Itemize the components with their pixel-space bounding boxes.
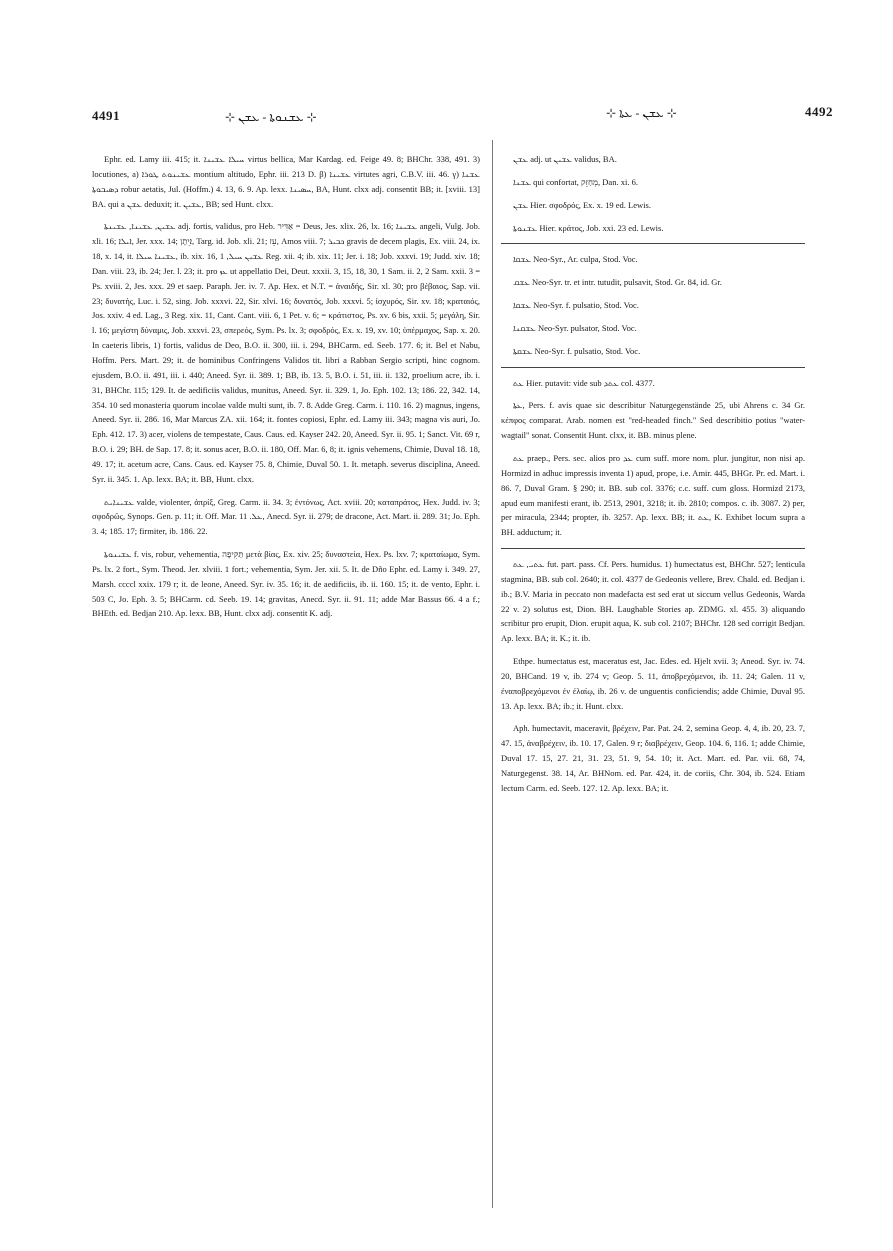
entry-paragraph: Aph. humectavit, maceravit, βρέχειν, Par. Pat. 24. 2, semina Geop. 4, 4, ib. 20, 23. 7, 47. 15, ἀναβρέχειν, ib. 10. 17, Galen. 9 r; διαβρέχειν, Geop. 104. 6, 116. 1; adde Chimie, Duval 17. 15, 27. 21, 31. 23, 51. 9, 54. 10; it. Act. Mart. ed. Par. vii. 68, 74, Naturgegenst. 38. 14, Ar. BHNom. ed. Par. 424, it. de coriis, Chr. 304, ib. 524. Etiam lectum Carm. ed. Seeb. 127. 12. Ap. lexx. BA; it.: [501, 723, 805, 793]
left-column: [92, 152, 480, 1202]
left-page-number: 4491: [92, 108, 120, 123]
entry-paragraph: ܥܫܢ adj. ut ܥܫܝܢ validus, BA.: [513, 154, 617, 164]
entry-paragraph: ܥܫܝܢܐܝܬ valde, violenter, ἀπρίξ, Greg. Carm. ii. 34. 3; ἐντόνως, Act. xviii. 20; καταπράτος, Hex. Judd. iv. 3; σφοδρῶς, Synops. Gen. p. 11; it. Off. Mar. ܥܠ. 11, Anecd. Syr. ii. 279; de dracone, Act. Mart. ii. 289. 31; Jo. Eph. 3. 4; 185. 17; firmiter, ib. 186. 22.: [92, 496, 480, 537]
entry-paragraph: Ethpe. humectatus est, maceratus est, Jac. Edes. ed. Hjelt xvii. 3; Aneod. Syr. iv. 74. 20, BHCand. 19 v, ib. 274 v; Geop. 5. 11, ἀποβρεχόμενοι, ib. 11. 24; Galen. 11 v, ἐναποβρεχόμενοι ἐν ἐλαίῳ, ib. 26 v. de unguentis conficiendis; adde Chimie, Duval 95. 13. Ap. lexx. BA; ib.; it. Hunt. clxx.: [501, 656, 805, 711]
page-header: [0, 106, 893, 128]
section-divider: [501, 243, 805, 244]
entry-paragraph: ܥܫܢ Hier. σφοδρός, Ex. x. 19 ed. Lewis.: [513, 199, 651, 210]
entry-paragraph: Ephr. ed. Lamy iii. 415; it. ܚܝܠܐ ܥܫܝܢܐ virtus bellica, Mar Kardag. ed. Feige 49. 8; BHChr. 338, 491. 3) locutiones, a) ܥܫܝܢܘܬ ܛܘܪܐ montium altitudo, Ephr. iii. 213 D. β) ܥܫܝܢܐ virtutes agri, C.B.V. iii. 46. γ) ܥܫܢܐ ܕܣܝܒܘܬܐ robur aetatis, Jul. (Hoffm.) 4. 13, 6. 9. Ap. lexx. ܚܣܝܢܐ, BA, Hunt. clxx adj. consentit BB; it. [xviii. 13] BA. qui a ܥܫܢ deduxit; it. ܥܫܝܢ, BB; sed Hunt. clxx.: [92, 154, 480, 209]
entry-paragraph: ܥܫܩܬܐ Neo-Syr. f. pulsatio, Stod. Voc.: [513, 345, 641, 356]
entry-paragraph: ܥܫܩ Neo-Syr. tr. et intr. tutudit, pulsavit, Stod. Gr. 84, id. Gr.: [513, 277, 722, 288]
column-divider: [492, 140, 493, 1208]
entry-paragraph: ܥܬܐ, Pers. f. avis quae sic describitur Naturgegenstände 25, ubi Ahrens c. 34 Gr. κέπφος comparat. Arab. nomen est "red-headed finch." Sed describitio potius "water-wagtail" sonat. Consentit Hunt. clxx, it. BB. minus plene.: [501, 400, 805, 441]
entry-paragraph: ܥܫܩܐ Neo-Syr. f. pulsatio, Stod. Voc.: [513, 300, 639, 311]
entry-paragraph: ܥܬ praep., Pers. sec. alios pro ܥܕ cum suff. more nom. plur. jungitur, non nisi ap. Hormizd in adhuc impressis inventa 1) apud, prope, i.e. Amir. 445, BHGr. Pr. ed. Mart. i. 86. 7, Duval Gram. § 290; it. BB. sub col. 3376; c.c. suff. cum gloss. Hormizd 2173, apud eum manifesti erant, ib. 2513, 2901, 3218; it. ib. 2810; compos. c. ib. 3087. 2) per, per miracula, 2344; propter, ib. 3257. Ap. lexx. BB; it. ܥܬ, K. Exhibet locum supra a BH. adductum; it.: [501, 452, 805, 538]
entry-paragraph: ܥܫܩܐ Neo-Syr., Ar. culpa, Stod. Voc.: [513, 254, 638, 265]
entry-paragraph: ܥܫܢܐ qui confortat, מְחַזֵּק, Dan. xi. 6.: [513, 176, 638, 187]
section-divider: [501, 367, 805, 368]
entry-paragraph: ܥܫܩܢܐ Neo-Syr. pulsator, Stod. Voc.: [513, 322, 637, 333]
right-column: [501, 152, 805, 1232]
left-running-headword: ⊹ ܥܫܢܘܬܐ - ܥܫܢ ⊹: [225, 110, 317, 124]
entry-paragraph: ܥܬ Hier. putavit: vide sub ܥܬܕ col. 4377.: [513, 377, 655, 388]
right-running-headword: ⊹ ܥܫܢ - ܥܬܐ ⊹: [606, 106, 677, 120]
entry-paragraph: ܥܫܢܘܬܐ Hier. κράτος, Job. xxi. 23 ed. Lewis.: [513, 222, 664, 233]
right-page-number: 4492: [805, 104, 833, 119]
entry-paragraph: ܥܬܝ, ܥܬ fut. part. pass. Cf. Pers. humidus. 1) humectatus est, BHChr. 527; lenticula stagmina, BB. sub col. 2640; it. col. 4377 de Gedeonis vellere, Brev. Chald. ed. Bedjan i. ib.; B.V. Maria in peccato non madefacta est sed erat ut siccum vellus Gedeonis, Warda 22 v. 2) solutus est, Dion. BH. Laughable Stories ap. ZDMG. xl. 455. 3) aliquando scribitur pro erupit, Dion. erupit aqua, K. sub col. 2107; BHChr. 128 sed corrigit Bedjan. Ap. lexx. BA; it. K.; it. ib.: [501, 559, 805, 644]
entry-paragraph: ܥܫܝܢܘܬܐ f. vis, robur, vehementia, תַּקִּיפָה μετὰ βίας, Ex. xiv. 25; δυναστεία, Hex. Ps. lxv. 7; κραταίωμα, Sym. Ps. lx. 2 fort., Sym. Theod. Jer. xlviii. 1 fort.; vehementia, Sym. Jer. xii. 5. It. de Dño Ephr. ed. Lamy i. 349. 27, Marsh. ccccl xxix. 179 r; it. de leone, Aneed. Syr. iv. 35. 16; it. de aedificiis, ib. ii. 160. 15; it. de vento, Ephr. i. 503 C, Jo. Eph. 3. 5; BHCarm. cd. Seeb. 19. 14; gravitas, Anecd. Syr. ii. 91. 11; adde Mar Bassus 66. 4 a f.; BHEth. ed. Bedjan 210. Ap. lexx. BB, Hunt. clxx adj. consentit K. adj.: [92, 549, 480, 619]
entry-paragraph: ܥܫܝܢ, ܥܫܝܢܐ, ܥܫܝܢܬܐ adj. fortis, validus, pro Heb. אַדִּיר = Deus, Jes. xlix. 26, lx. 16; ܥܫܝܢܐ angeli, Vulg. Job. xli. 16; ܐܝܠܐ, Jer. xxx. 14; ܐֵיתָן, Targ. id. Job. xli. 21; עֵז, Amos viii. 7; ܟܒܝܪ gravis de decem plagis, Ex. viii. 24, ix. 18, x. 14, it. ܥܫܝܢܐ ܚܝܠܐ, ib. xix. 16, ܥܫܝܢ ܚܝܠ, 1 Reg. xii. 4; ib. xix. 11; Jer. i. 18; Job. xxxvi. 19; Judd. xiv. 18; Dan. viii. 23, ib. 24; Jer. l. 23; it. pro ܥܙ ut appellatio Dei, Deut. xxxii. 3, 15, 18, 30, 1 Sam. ii. 2, 2 Sam. xxii. 3 = Ps. xviii. 2, Jes. xxx. 29 et saep. Paraph. Jer. iv. 7. Ap. Hex. et N.T. = ἀναιδής, Sir. xl. 30; pro βέβαιος, Sap. vii. 23; δυνατὴς, Luc. i. 52, sing. Job. xxxvi. 22, Sir. xlvi. 16; δυνατός, Job. xxxvi. 5; ἰσχυρός, Sir. xv. 18; κραταιός, Jos. xxiv. 4 ed. Lag., 3 Reg. xix. 11, Cant. Cant. viii. 6, 1 Pet. v. 6; = κράτιστος, Ps. xv. 6 bis, xxii. 5; μεγάλη, Sir. l. 16; μεγίστη δύναμις, Job. xxxvi. 23, σπερεός, Sym. Ps. lx. 3; σφοδρός, Ex. x. 19, xv. 10; ὑπέρμαχος, Sap. x. 20. In caeteris libris, 1) fortis, validus de Deo, B.O. ii. 300, iii. i. 294, BHCarm. ed. Seeb. 177. 6; it. Bel et Nabu, Hoffm. Pers. Mart. 29; it. de hominibus Confringens Validos tit. libri a Rabban Sergio scripti, hinc cognom. ejusdem, B.O. ii. 491, iii. i. 440; Aneed. Syr. ii. 389. 1; BB, ib. 13. 5, B.O. i. 51, iii. ii. 132, proelium acre, ib. i. 31, BHChr. 115; 129. It. de aedificiis validus, munitus, Aneed. Syr. ii. 329. 1, Jo. Eph. 102. 13; 186. 22, 342. 14, 354. 10 sed monasteria quorum incolae valde multi sunt, ib. 7. 8. Adde Greg. Carm. i. 110. 16. 2) magnus, ingens, Aneed. Syr. ii. 286. 16, Mar Marcus ZA. xii. 164; it. fontes copiosi, Ephr. ed. Lamy iii. 343; magna vis auri, Jo. Eph. 412. 17. 3) acer, violens de tempestate, Caus. Caus. ed. Kayser 242. 20, Aneed. Syr. ii. 95. 1; Sanct. Vit. 69 r, B.O. i. 29; BH. de Sap. 17. 8; it. sonus acer, B.O. ii. 180, Off. Mar. 6, 8; it. ignis vehemens, Chimie, Duval 18. 18, 49. 17; it. acetum acre, Cans. Caus. ed. Kayser 75. 8, Chimie, Duval 50. 1. It. metaph. severus disciplina, Aneed. Syr. ii. 345. 1. Ap. lexx. BA; it. BB, Hunt. clxx.: [92, 221, 480, 484]
section-divider: [501, 548, 805, 549]
